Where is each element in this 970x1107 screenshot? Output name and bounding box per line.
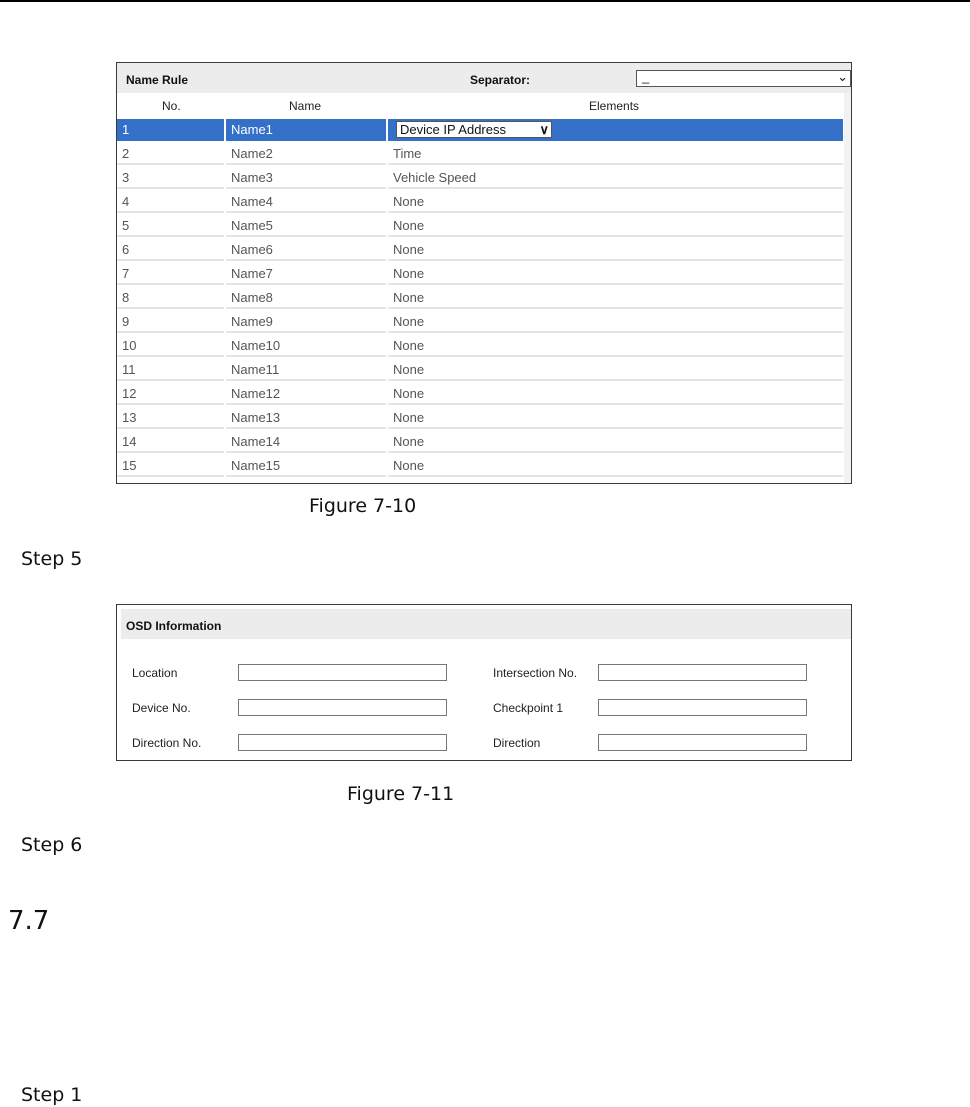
row-element-cell[interactable]: None <box>388 455 843 477</box>
row-name-cell: Name5 <box>226 215 386 237</box>
table-row[interactable] <box>117 191 843 215</box>
table-row[interactable] <box>117 287 843 311</box>
device-no-input[interactable] <box>238 699 447 716</box>
name-rule-table <box>117 119 843 479</box>
row-name-cell: Name13 <box>226 407 386 429</box>
table-row[interactable] <box>117 239 843 263</box>
row-number-cell: 12 <box>117 383 224 405</box>
row-element-cell[interactable]: None <box>388 383 843 405</box>
name-rule-title: Name Rule <box>126 73 189 87</box>
table-scrollbar[interactable] <box>844 93 851 483</box>
table-row[interactable] <box>117 119 843 143</box>
row-name-cell: Name2 <box>226 143 386 165</box>
row-number-cell: 6 <box>117 239 224 261</box>
table-row[interactable] <box>117 431 843 455</box>
row-number-cell: 8 <box>117 287 224 309</box>
intersection-no-label: Intersection No. <box>493 666 578 680</box>
figure-caption-7-11: Figure 7-11 <box>347 783 455 805</box>
device-no-label: Device No. <box>132 701 191 715</box>
table-row[interactable] <box>117 167 843 191</box>
table-row[interactable] <box>117 455 843 479</box>
row-name-cell: Name14 <box>226 431 386 453</box>
row-name-cell: Name9 <box>226 311 386 333</box>
separator-value: _ <box>642 69 650 84</box>
location-label: Location <box>132 666 178 680</box>
row-name-cell: Name6 <box>226 239 386 261</box>
name-rule-panel <box>116 62 852 484</box>
page-top-rule <box>0 0 970 2</box>
osd-information-header <box>121 609 851 639</box>
table-row[interactable] <box>117 383 843 407</box>
row-element-cell[interactable]: None <box>388 431 843 453</box>
column-header-name: Name <box>289 99 322 113</box>
row-element-cell[interactable]: None <box>388 407 843 429</box>
row-element-cell[interactable]: None <box>388 263 843 285</box>
section-number: 7.7 <box>8 906 50 936</box>
name-rule-header <box>117 63 851 93</box>
row-element-cell[interactable]: None <box>388 191 843 213</box>
row-name-cell: Name4 <box>226 191 386 213</box>
row-element-cell[interactable]: Time <box>388 143 843 165</box>
step-1-label: Step 1 <box>21 1084 83 1106</box>
row-element-cell[interactable]: None <box>388 335 843 357</box>
table-row[interactable] <box>117 263 843 287</box>
row-name-cell: Name7 <box>226 263 386 285</box>
table-row[interactable] <box>117 215 843 239</box>
row-element-cell[interactable]: None <box>388 239 843 261</box>
row-number-cell: 15 <box>117 455 224 477</box>
table-row[interactable] <box>117 407 843 431</box>
row-name-cell: Name1 <box>226 119 386 141</box>
direction-label: Direction <box>493 736 541 750</box>
table-row[interactable] <box>117 359 843 383</box>
chevron-down-icon: ∨ <box>539 122 549 137</box>
row-number-cell: 9 <box>117 311 224 333</box>
row-number-cell: 13 <box>117 407 224 429</box>
osd-information-title: OSD Information <box>126 619 222 633</box>
row-element-cell[interactable]: None <box>388 215 843 237</box>
table-row[interactable] <box>117 143 843 167</box>
row-name-cell: Name3 <box>226 167 386 189</box>
step-6-label: Step 6 <box>21 834 83 856</box>
direction-no-label: Direction No. <box>132 736 202 750</box>
row-element-cell <box>388 119 843 141</box>
column-header-no: No. <box>162 99 181 113</box>
location-input[interactable] <box>238 664 447 681</box>
row-number-cell: 1 <box>117 119 224 141</box>
separator-select[interactable] <box>636 70 851 87</box>
checkpoint-1-label: Checkpoint 1 <box>493 701 564 715</box>
direction-no-input[interactable] <box>238 734 447 751</box>
direction-input[interactable] <box>598 734 807 751</box>
intersection-no-input[interactable] <box>598 664 807 681</box>
row-element-cell[interactable]: None <box>388 311 843 333</box>
separator-label: Separator: <box>470 73 531 87</box>
row-number-cell: 4 <box>117 191 224 213</box>
figure-caption-7-10: Figure 7-10 <box>309 495 417 517</box>
row-name-cell: Name10 <box>226 335 386 357</box>
row-number-cell: 5 <box>117 215 224 237</box>
row-number-cell: 7 <box>117 263 224 285</box>
chevron-down-icon: ⌄ <box>837 69 848 84</box>
step-5-label: Step 5 <box>21 548 83 570</box>
row-element-cell[interactable]: Vehicle Speed <box>388 167 843 189</box>
osd-information-panel <box>116 604 852 761</box>
column-header-elements: Elements <box>589 99 640 113</box>
row-number-cell: 14 <box>117 431 224 453</box>
row-element-cell[interactable]: None <box>388 287 843 309</box>
row-name-cell: Name12 <box>226 383 386 405</box>
row-number-cell: 11 <box>117 359 224 381</box>
row-number-cell: 2 <box>117 143 224 165</box>
table-row[interactable] <box>117 311 843 335</box>
row-name-cell: Name11 <box>226 359 386 381</box>
row-element-cell[interactable]: None <box>388 359 843 381</box>
element-select[interactable] <box>396 121 552 138</box>
row-name-cell: Name15 <box>226 455 386 477</box>
element-select-value: Device IP Address <box>400 122 506 137</box>
row-number-cell: 3 <box>117 167 224 189</box>
table-row[interactable] <box>117 335 843 359</box>
row-number-cell: 10 <box>117 335 224 357</box>
row-name-cell: Name8 <box>226 287 386 309</box>
checkpoint-1-input[interactable] <box>598 699 807 716</box>
